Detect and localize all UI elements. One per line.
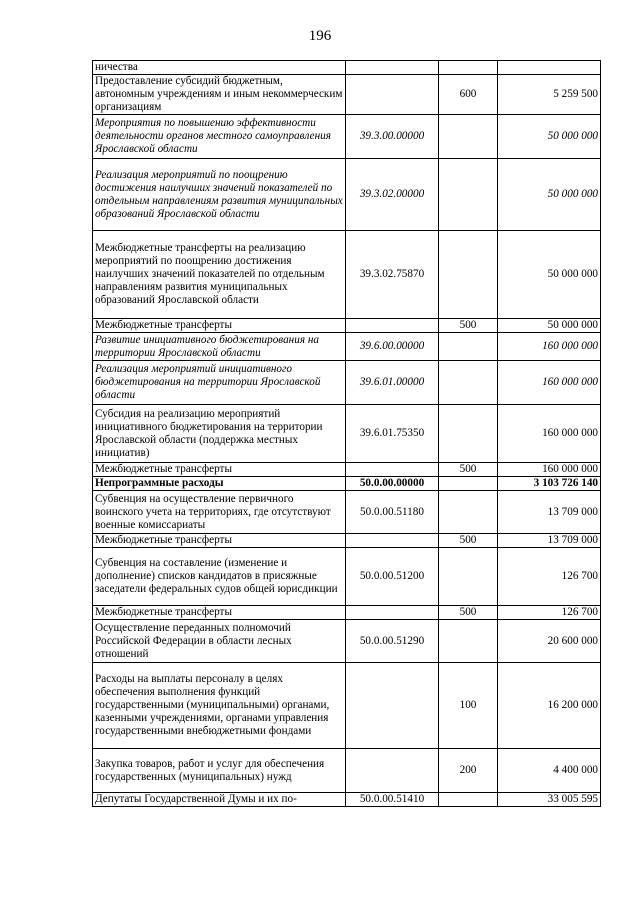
row-expense-type-cell [439,159,498,231]
row-name-cell: Непрограммные расходы [93,477,346,491]
row-expense-type-cell [439,477,498,491]
row-code-cell: 39.6.01.75350 [346,405,439,463]
row-code-cell: 50.0.00.51290 [346,620,439,663]
row-code-cell: 39.6.00.00000 [346,333,439,361]
row-expense-type-cell: 500 [439,319,498,333]
row-name-cell: Субвенция на осуществление первичного воинского учета на территориях, где отсутствуют военные комиссариаты [93,491,346,534]
row-name-cell: Депутаты Государственной Думы и их по- [93,793,346,807]
row-expense-type-cell [439,405,498,463]
row-amount-cell: 5 259 500 [498,75,601,115]
row-name-cell: Межбюджетные трансферты [93,463,346,477]
row-code-cell [346,606,439,620]
table-row [93,606,601,620]
table-row [93,663,601,749]
table-row [93,231,601,319]
row-amount-cell: 33 005 595 [498,793,601,807]
table-row [93,159,601,231]
table-row [93,534,601,548]
table-row [93,749,601,793]
row-amount-cell: 13 709 000 [498,491,601,534]
row-name-cell: Развитие инициативного бюджетирования на территории Ярославской области [93,333,346,361]
row-expense-type-cell [439,333,498,361]
row-expense-type-cell [439,61,498,75]
budget-table [92,60,601,807]
row-name-cell: Субсидия на реализацию мероприятий инициативного бюджетирования на территории Ярославской области (поддержка местных инициатив) [93,405,346,463]
row-code-cell [346,534,439,548]
row-code-cell: 39.3.02.00000 [346,159,439,231]
row-name-cell: Предоставление субсидий бюджетным, автономным учреждениям и иным некоммерческим организациям [93,75,346,115]
table-row [93,319,601,333]
row-name-cell: Расходы на выплаты персоналу в целях обеспечения выполнения функций государственными (муниципальными) органами, казенными учреждениями, органами управления государственными внебюджетными фондами [93,663,346,749]
row-amount-cell [498,61,601,75]
row-expense-type-cell [439,361,498,405]
row-expense-type-cell: 200 [439,749,498,793]
table-row [93,115,601,159]
row-code-cell [346,75,439,115]
row-name-cell: Закупка товаров, работ и услуг для обеспечения государственных (муниципальных) нужд [93,749,346,793]
row-amount-cell: 50 000 000 [498,319,601,333]
row-amount-cell: 4 400 000 [498,749,601,793]
table-row [93,491,601,534]
row-expense-type-cell [439,548,498,606]
table-row [93,477,601,491]
row-amount-cell: 160 000 000 [498,405,601,463]
row-amount-cell: 50 000 000 [498,159,601,231]
row-expense-type-cell: 600 [439,75,498,115]
row-code-cell: 50.0.00.51180 [346,491,439,534]
row-name-cell: Мероприятия по повышению эффективности деятельности органов местного самоуправления Ярославской области [93,115,346,159]
row-amount-cell: 3 103 726 140 [498,477,601,491]
row-name-cell: Межбюджетные трансферты [93,606,346,620]
row-expense-type-cell: 500 [439,534,498,548]
row-expense-type-cell [439,491,498,534]
page-number: 196 [308,28,332,44]
table-row [93,75,601,115]
row-code-cell: 39.6.01.00000 [346,361,439,405]
table-row [93,793,601,807]
row-expense-type-cell [439,115,498,159]
row-amount-cell: 50 000 000 [498,231,601,319]
row-name-cell: Межбюджетные трансферты [93,319,346,333]
row-code-cell: 50.0.00.51410 [346,793,439,807]
row-name-cell: Межбюджетные трансферты [93,534,346,548]
table-row [93,61,601,75]
table-row [93,405,601,463]
row-name-cell: Субвенция на составление (изменение и дополнение) списков кандидатов в присяжные заседатели федеральных судов общей юрисдикции [93,548,346,606]
row-code-cell [346,61,439,75]
table-row [93,463,601,477]
row-code-cell: 50.0.00.51200 [346,548,439,606]
row-code-cell [346,319,439,333]
row-expense-type-cell [439,620,498,663]
row-amount-cell: 50 000 000 [498,115,601,159]
row-name-cell: Реализация мероприятий по поощрению достижения наилучших значений показателей по отдельным направлениям развития муниципальных образований Ярославской области [93,159,346,231]
row-expense-type-cell [439,231,498,319]
row-amount-cell: 20 600 000 [498,620,601,663]
row-amount-cell: 16 200 000 [498,663,601,749]
row-amount-cell: 160 000 000 [498,333,601,361]
row-code-cell: 39.3.02.75870 [346,231,439,319]
row-name-cell: Межбюджетные трансферты на реализацию мероприятий по поощрению достижения наилучших значений показателей по отдельным направлениям развития муниципальных образований Ярославской области [93,231,346,319]
row-code-cell: 39.3.00.00000 [346,115,439,159]
table-row [93,620,601,663]
row-expense-type-cell: 100 [439,663,498,749]
row-amount-cell: 126 700 [498,606,601,620]
row-code-cell: 50.0.00.00000 [346,477,439,491]
row-code-cell [346,749,439,793]
table-row [93,333,601,361]
budget-table-body [93,61,601,807]
row-amount-cell: 126 700 [498,548,601,606]
table-row [93,548,601,606]
row-code-cell [346,463,439,477]
row-expense-type-cell: 500 [439,463,498,477]
row-name-cell: Осуществление переданных полномочий Российской Федерации в области лесных отношений [93,620,346,663]
row-amount-cell: 13 709 000 [498,534,601,548]
row-code-cell [346,663,439,749]
row-amount-cell: 160 000 000 [498,463,601,477]
row-expense-type-cell: 500 [439,606,498,620]
row-name-cell: Реализация мероприятий инициативного бюджетирования на территории Ярославской области [93,361,346,405]
row-amount-cell: 160 000 000 [498,361,601,405]
row-name-cell: ничества [93,61,346,75]
table-row [93,361,601,405]
row-expense-type-cell [439,793,498,807]
